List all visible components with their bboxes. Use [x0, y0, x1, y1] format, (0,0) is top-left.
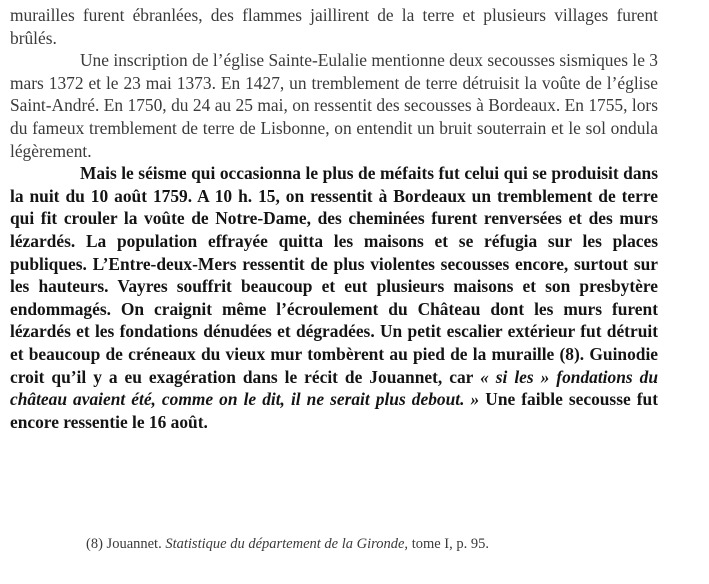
paragraph-3 — [10, 162, 658, 433]
footnote-author: Jouannet. — [106, 536, 162, 552]
paragraph-1-text: murailles furent ébranlées, des flammes jaillirent de la terre et plusieurs villages furent brûlés. — [10, 5, 658, 48]
footnote-marker: (8) — [86, 536, 103, 552]
paragraph-2-text: Une inscription de l’église Sainte-Eulalie mentionne deux secousses sismiques le 3 mars 1372 et le 23 mai 1373. En 1427, un tremblement de terre détruisit la voûte de l’église Saint-André. En 1750, du 24 au 25 mai, on ressentit des secousses à Bordeaux. En 1755, lors du fameux tremblement de terre de Lisbonne, on entendit un bruit souterrain et le sol ondula légèrement. — [10, 50, 658, 161]
document-page — [10, 4, 658, 433]
paragraph-1 — [10, 4, 658, 49]
paragraph-3-text-part2: Une faible secousse fut encore ressentie le 16 août. — [10, 389, 658, 432]
footnote — [86, 534, 489, 554]
paragraph-3-text-part1: Mais le séisme qui occasionna le plus de méfaits fut celui qui se produisit dans la nuit du 10 août 1759. A 10 h. 15, on ressentit à Bordeaux un tremblement de terre qui fit crouler la voûte de Notre-Dame, des cheminées furent renversées et des murs lézardés. La population effrayée quitta les maisons et se réfugia sur les places publiques. L’Entre-deux-Mers ressentit de plus violentes secousses encore, surtout sur les hauteurs. Vayres souffrit beaucoup et eut plusieurs maisons et son presbytère endommagés. On craignit même l’écroulement du Château dont les murs furent lézardés et les fondations dénudées et dégradées. Un petit escalier extérieur fut détruit et beaucoup de créneaux du vieux mur tombèrent au pied de la muraille (8). Guinodie croit qu’il y a eu exagération dans le récit de Jouannet, car — [10, 163, 658, 387]
footnote-rest: tome I, p. 95. — [411, 536, 490, 552]
paragraph-2 — [10, 49, 658, 162]
footnote-title: Statistique du département de la Gironde, — [165, 536, 409, 552]
paragraph-3-quote: « si les » fondations du château avaient été, comme on le dit, il ne serait plus debout. » — [10, 366, 658, 410]
